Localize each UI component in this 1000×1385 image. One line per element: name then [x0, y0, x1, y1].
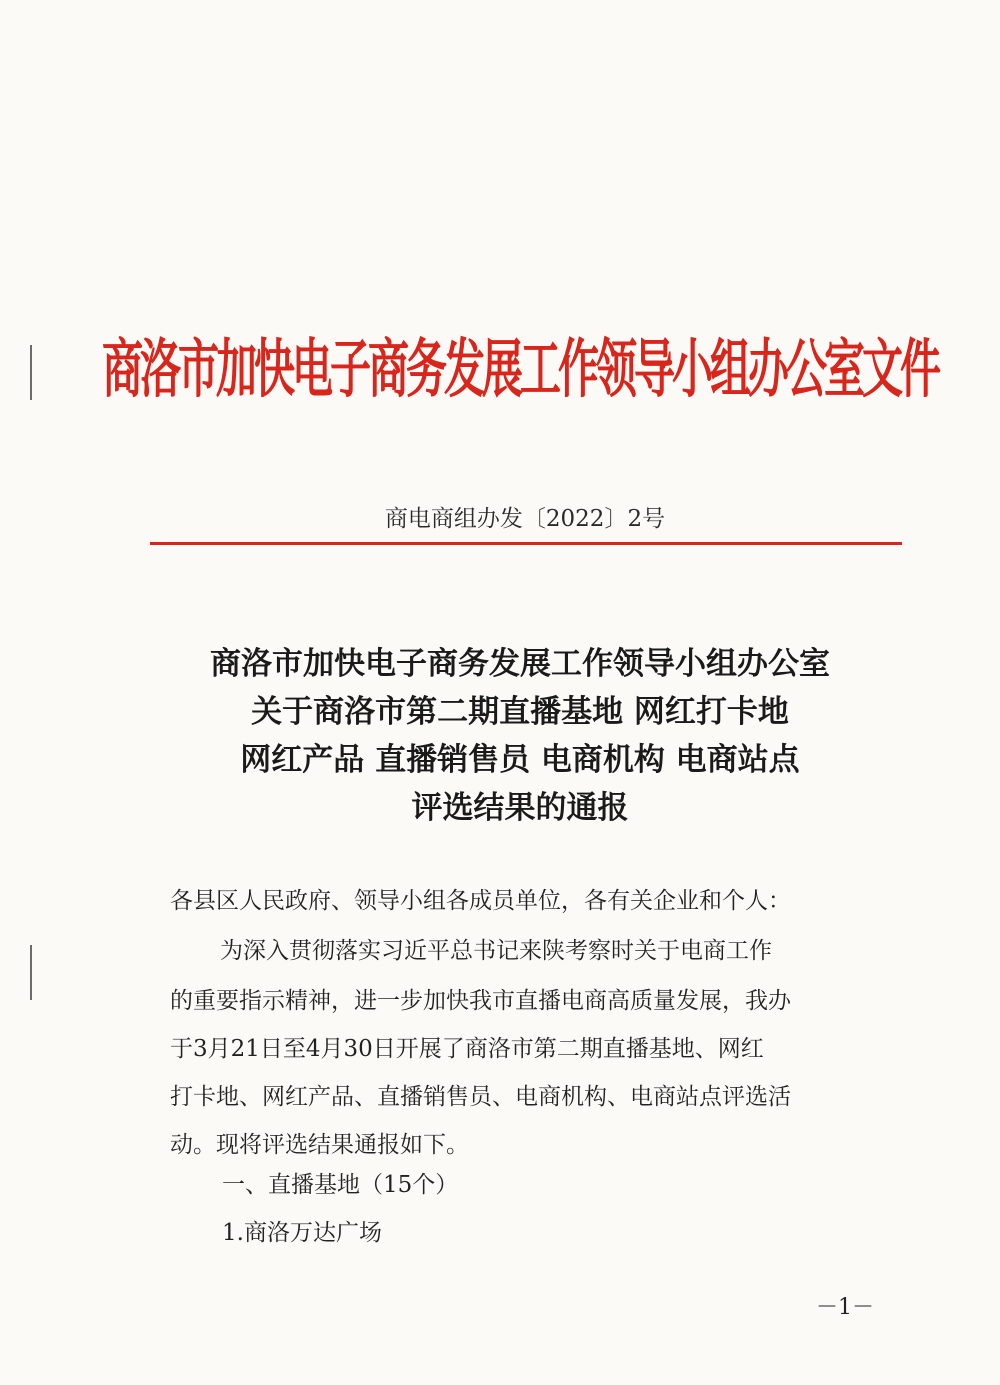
paragraph-line: 打卡地、网红产品、直播销售员、电商机构、电商站点评选活	[170, 1084, 791, 1110]
binding-mark	[30, 345, 32, 400]
paragraph-line: 动。现将评选结果通报如下。	[170, 1132, 469, 1158]
salutation: 各县区人民政府、领导小组各成员单位，各有关企业和个人：	[170, 888, 791, 914]
binding-mark	[30, 945, 32, 1000]
notice-title-line: 商洛市加快电子商务发展工作领导小组办公室	[210, 646, 830, 682]
page-number: －1－	[816, 1295, 874, 1320]
paragraph-line: 于3月21日至4月30日开展了商洛市第二期直播基地、网红	[170, 1036, 764, 1062]
notice-title-line: 关于商洛市第二期直播基地 网红打卡地	[251, 694, 789, 730]
paragraph-line: 的重要指示精神，进一步加快我市直播电商高质量发展，我办	[170, 988, 791, 1014]
document-header-title: 商洛市加快电子商务发展工作领导小组办公室文件	[102, 331, 938, 407]
header-divider	[150, 542, 902, 545]
list-item: 1.商洛万达广场	[222, 1220, 382, 1246]
section-heading: 一、直播基地（15个）	[222, 1172, 459, 1198]
notice-title	[120, 640, 920, 832]
paragraph-line: 为深入贯彻落实习近平总书记来陕考察时关于电商工作	[220, 938, 772, 964]
document-number: 商电商组办发〔2022〕2号	[384, 506, 666, 532]
notice-title-line: 评选结果的通报	[411, 790, 629, 826]
notice-title-line: 网红产品 直播销售员 电商机构 电商站点	[240, 742, 800, 778]
